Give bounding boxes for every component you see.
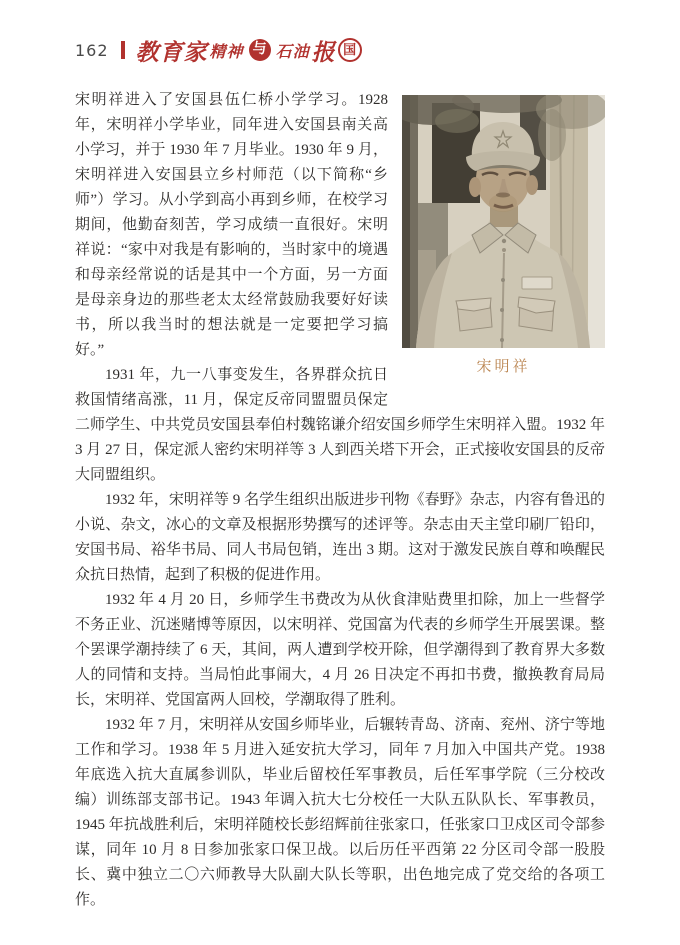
- logo-text-jiaoyujia: 教育家: [135, 39, 208, 65]
- page-number: 162: [75, 40, 109, 60]
- paragraph-4: 1932 年 4 月 20 日，乡师学生书费改为从伙食津贴费里扣除，加上一些督学不务正业、沉迷赌博等原因，以宋明祥、党国富为代表的乡师学生开展罢课。整个罢课学潮持续了 6 天，其间，两人遭到学校开除，但学潮得到了教育界大多数人的同情和支持。当局怕此事闹大，4 月 26 日决定不再扣书费，撤换教育局局长，宋明祥、党国富两人回校，学潮取得了胜利。: [75, 592, 605, 708]
- portrait-photo: [402, 95, 605, 348]
- photo-caption: 宋明祥: [476, 359, 531, 375]
- page-body-text: [75, 88, 605, 913]
- paragraph-1: 宋明祥进入了安国县伍仁桥小学学习。1928 年，宋明祥小学毕业，同年进入安国县南关高小学习，并于 1930 年 7 月毕业。1930 年 9 月，宋明祥进入安国县立乡村师范（以下简称“乡师”）学习。从小学到高小再到乡师，在校学习期间，他勤奋刻苦，学习成绩一直很好。宋明祥说：“家中对我是有影响的，当时家中的境遇和母亲经常说的话是其中一个方面，另一方面是母亲身边的那些老太太经常鼓励我要好好读书，所以我当时的想法就是一定要把学习搞好。”: [75, 92, 388, 358]
- logo-text-bao: 报: [311, 39, 336, 65]
- paragraph-5: 1932 年 7 月，宋明祥从安国乡师毕业，后辗转青岛、济南、兖州、济宁等地工作和学习。1938 年 5 月进入延安抗大学习，同年 7 月加入中国共产党。1938 年底选入抗大直属参训队，毕业后留校任军事教员，后任军事学院（三分校改编）训练部支部书记。1943 年调入抗大七分校任一大队五队队长、军事教员，1945 年抗战胜利后，宋明祥随校长彭绍辉前往张家口，任张家口卫戍区司令部参谋，同年 10 月 8 日参加张家口保卫战。以后历任平西第 22 分区司令部一股股长、冀中独立二〇六师教导大队副大队长等职，出色地完成了党交给的各项工作。: [75, 717, 605, 908]
- logo-text-jingshen: 精神: [209, 43, 244, 61]
- logo-text-shiyou: 石油: [275, 43, 310, 61]
- page-header: [75, 36, 362, 64]
- paragraph-2: 1931 年，九一八事变发生，各界群众抗日救国情绪高涨，11 月，保定反帝同盟盟员保定二师学生、中共党员安国县奉伯村魏铭谦介绍安国乡师学生宋明祥入盟。1932 年 3 月 27 日，保定派人密约宋明祥等 3 人到西关塔下开会，正式接收安国县的反帝大同盟组织。: [75, 367, 605, 483]
- portrait-photo-illustration: [402, 95, 605, 348]
- paragraph-3: 1932 年，宋明祥等 9 名学生组织出版进步刊物《春野》杂志，内容有鲁迅的小说、杂文，冰心的文章及根据形势撰写的述评等。杂志由天主堂印刷厂铅印，安国书局、裕华书局、同人书局包销，连出 3 期。这对于激发民族自尊和唤醒民众抗日热情，起到了积极的促进作用。: [75, 492, 605, 583]
- book-title-logo: [136, 34, 362, 67]
- logo-circle-yu: 与: [249, 39, 271, 61]
- logo-seal-guo: 国: [338, 38, 362, 62]
- portrait-figure: [402, 95, 605, 380]
- header-divider-bar: [121, 41, 125, 59]
